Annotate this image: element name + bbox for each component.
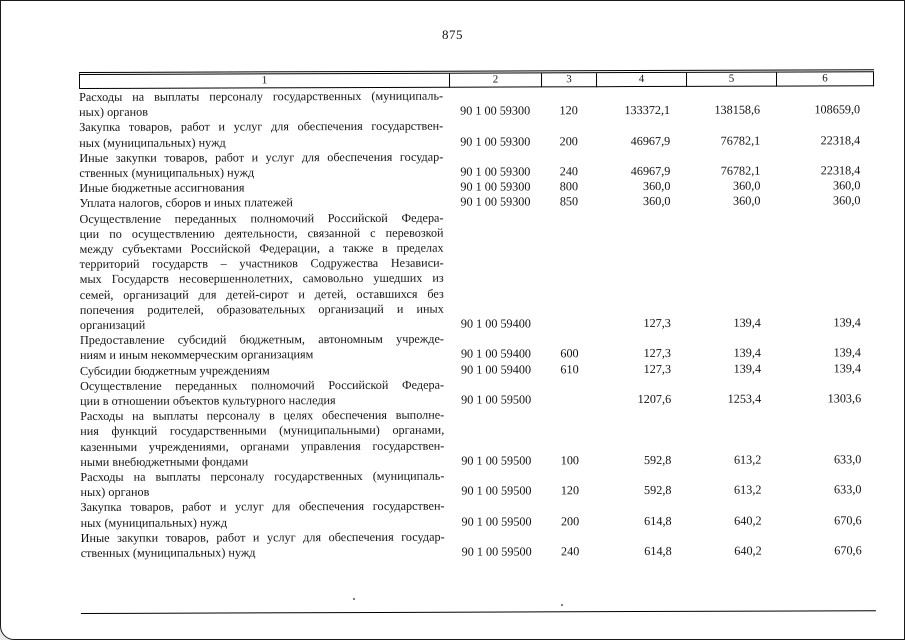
row-amount-3: 670,6	[834, 512, 862, 528]
row-expense-type: 200	[559, 133, 578, 148]
row-expense-type: 610	[560, 361, 579, 376]
row-expense-type: 600	[560, 346, 579, 361]
table-body	[79, 86, 876, 561]
row-amount-1: 46967,9	[630, 133, 671, 148]
row-amount-2: 640,2	[734, 513, 762, 528]
table-row	[80, 406, 875, 470]
row-amount-2: 139,4	[733, 315, 761, 330]
page-number: 875	[442, 27, 463, 42]
row-label: Иные бюджетные ассигнования	[79, 180, 245, 196]
row-label: Субсидии бюджетным учреждениям	[80, 362, 270, 378]
column-header-6: 6	[777, 72, 874, 86]
row-amount-3: 108659,0	[814, 102, 861, 117]
row-amount-3: 360,0	[833, 193, 861, 208]
column-header-2: 2	[450, 73, 542, 87]
table-row	[79, 194, 874, 212]
row-amount-1: 360,0	[643, 194, 671, 209]
row-amount-1: 592,8	[644, 483, 672, 498]
row-code: 90 1 00 59500	[461, 514, 532, 529]
row-expense-type: 850	[559, 194, 579, 209]
row-expense-type: 240	[561, 544, 580, 559]
row-amount-3: 22318,4	[820, 163, 861, 178]
row-amount-1: 1207,6	[637, 391, 672, 407]
table-row	[79, 209, 874, 333]
column-header-4: 4	[597, 73, 687, 87]
row-label: Уплата налогов, сборов и иных платежей	[79, 195, 293, 211]
row-expense-type: 200	[560, 513, 580, 529]
row-amount-3: 22318,4	[820, 132, 861, 148]
row-amount-1: 133372,1	[624, 103, 671, 118]
table-row	[80, 330, 875, 363]
table-row	[81, 528, 876, 561]
table-row	[79, 148, 874, 181]
row-amount-1: 127,3	[643, 315, 671, 331]
row-amount-3: 139,4	[833, 345, 862, 360]
row-amount-2: 139,4	[733, 346, 762, 361]
row-amount-3: 1303,6	[827, 391, 862, 406]
row-label: Иные закупки товаров, работ и услуг для обеспечения государ- ственных (муниципальных) нужд	[80, 529, 445, 561]
table-row	[79, 87, 874, 120]
row-amount-2: 613,2	[734, 482, 762, 497]
row-code: 90 1 00 59500	[461, 392, 532, 407]
row-code: 90 1 00 59500	[461, 544, 532, 559]
row-expense-type: 120	[560, 483, 580, 498]
row-amount-2: 76782,1	[720, 133, 761, 148]
row-label: Расходы на выплаты персоналу государственных (муниципаль- ных) органов	[80, 468, 445, 500]
row-amount-3: 139,4	[833, 315, 861, 330]
row-amount-3: 633,0	[833, 452, 862, 467]
table-row	[80, 498, 875, 531]
row-label: Расходы на выплаты персоналу государственных (муниципаль- ных) органов	[79, 88, 444, 120]
row-amount-1: 127,3	[643, 361, 672, 376]
row-label: Иные закупки товаров, работ и услуг для обеспечения государ- ственных (муниципальных) нужд	[79, 149, 444, 181]
table-bottom-border	[81, 610, 876, 614]
row-code: 90 1 00 59400	[460, 362, 532, 377]
row-code: 90 1 00 59400	[460, 346, 532, 362]
row-code: 90 1 00 59300	[460, 134, 531, 149]
row-code: 90 1 00 59300	[460, 179, 531, 194]
row-expense-type: 240	[559, 164, 579, 179]
row-amount-2: 76782,1	[720, 163, 761, 178]
row-amount-3: 139,4	[833, 360, 862, 376]
row-amount-2: 1253,4	[727, 391, 762, 406]
row-expense-type: 100	[560, 453, 580, 468]
row-amount-3: 670,6	[834, 543, 862, 558]
row-amount-2: 139,4	[733, 361, 762, 376]
table-row	[80, 361, 875, 379]
scan-speckle	[353, 598, 355, 600]
row-amount-1: 127,3	[643, 346, 672, 361]
row-code: 90 1 00 59500	[461, 453, 532, 468]
row-amount-2: 613,2	[733, 452, 762, 467]
row-label: Предоставление субсидий бюджетным, автономным учрежде- ниям и иным некоммерческим организациям	[79, 331, 444, 363]
row-code: 90 1 00 59300	[460, 103, 531, 118]
scan-speckle	[561, 604, 563, 606]
row-label: Расходы на выплаты персоналу в целях обеспечения выполне- ния функций государственными (муниципальными) органами, казенными учреждениями, органами управления государствен- ными внебюджетными фондами	[80, 407, 445, 469]
row-amount-1: 360,0	[642, 179, 671, 194]
row-expense-type: 120	[559, 103, 578, 118]
row-amount-3: 360,0	[832, 178, 861, 193]
table-row	[79, 118, 874, 151]
table-header-row	[79, 69, 874, 89]
table-row	[80, 467, 875, 500]
row-label: Осуществление переданных полномочий Российской Федера- ции по осуществлению деятельности, связанной с перевозкой между субъектами Российской Федерации, а также в пределах территорий государств – участников Содружества Независи- мых Государств несовершеннолетних, самовольно ушедших из семей, организаций для детей-сирот и детей, оставшихся без попечения родителей, образовательных организаций и иных организаций	[79, 210, 444, 333]
row-amount-1: 592,8	[643, 452, 672, 467]
row-code: 90 1 00 59300	[460, 164, 531, 179]
row-code: 90 1 00 59400	[460, 316, 531, 331]
row-amount-1: 46967,9	[630, 163, 671, 179]
row-amount-2: 640,2	[734, 543, 762, 558]
row-expense-type: 800	[559, 179, 579, 194]
row-amount-3: 633,0	[834, 482, 862, 497]
row-amount-2: 360,0	[733, 194, 761, 209]
budget-table	[79, 69, 876, 561]
row-code: 90 1 00 59500	[461, 483, 532, 498]
table-row	[80, 376, 875, 409]
row-amount-2: 360,0	[732, 178, 761, 193]
row-amount-1: 614,8	[644, 544, 672, 559]
column-header-1: 1	[80, 74, 450, 89]
row-code: 90 1 00 59300	[460, 194, 531, 210]
row-label: Закупка товаров, работ и услуг для обеспечения государствен- ных (муниципальных) нужд	[79, 119, 444, 150]
row-label: Закупка товаров, работ и услуг для обеспечения государствен- ных (муниципальных) нужд	[80, 499, 445, 530]
row-amount-1: 614,8	[644, 513, 672, 528]
column-header-3: 3	[542, 73, 597, 87]
column-header-5: 5	[687, 73, 777, 87]
row-amount-2: 138158,6	[714, 102, 761, 117]
row-label: Осуществление переданных полномочий Российской Федера- ции в отношении объектов культурного наследия	[80, 377, 445, 409]
